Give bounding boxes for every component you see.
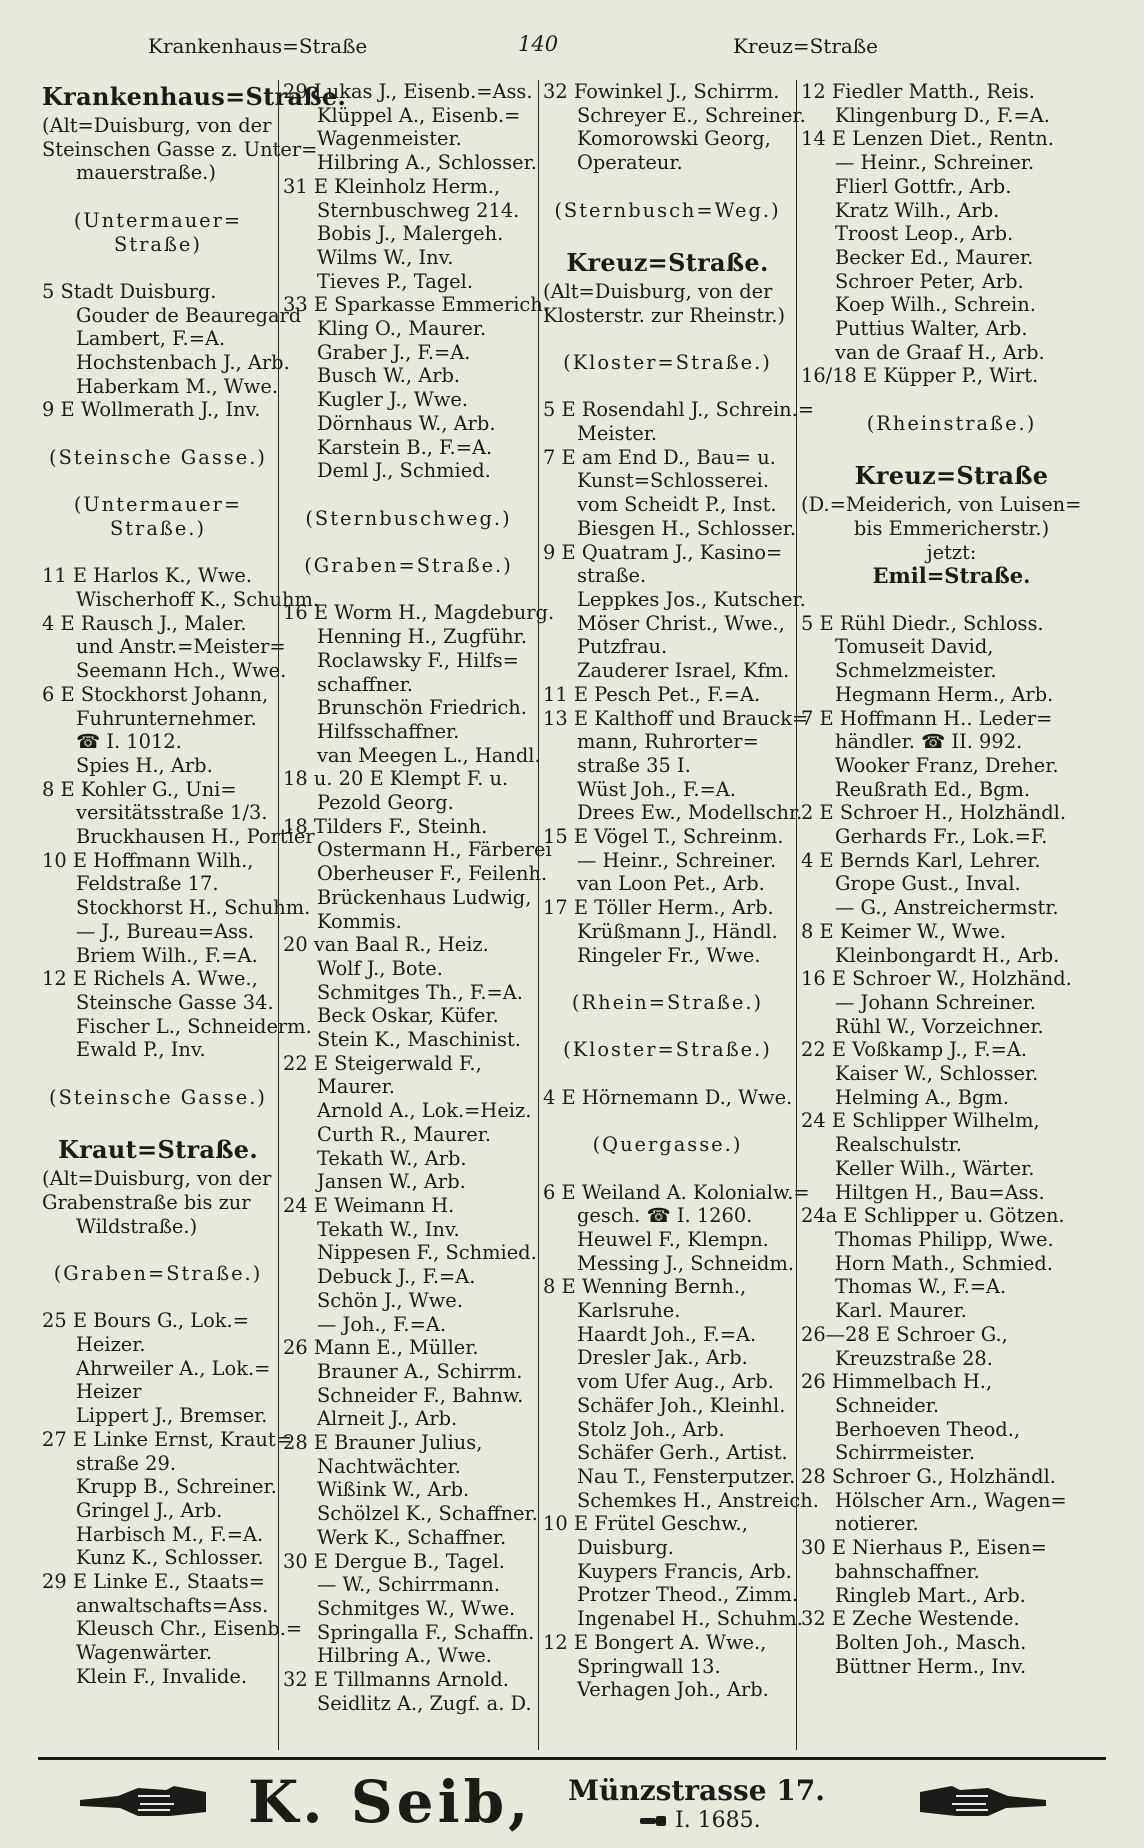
directory-line: Hilbring A., Schlosser. <box>317 151 537 175</box>
directory-line: 10 E Frütel Geschw., <box>543 1512 748 1536</box>
directory-line: Brückenhaus Ludwig, <box>317 885 532 909</box>
directory-line: Wilms W., Inv. <box>317 245 454 269</box>
directory-line: Sternbuschweg 214. <box>317 198 520 222</box>
directory-line: 24a E Schlipper u. Götzen. <box>801 1204 1065 1228</box>
directory-line: Kommis. <box>317 909 402 933</box>
directory-line: Grabenstraße bis zur <box>42 1190 251 1214</box>
directory-line: 14 E Lenzen Diet., Rentn. <box>801 127 1054 151</box>
directory-line: 10 E Hoffmann Wilh., <box>42 848 254 872</box>
directory-line: (Rheinstraße.) <box>866 411 1037 435</box>
directory-line <box>283 530 534 554</box>
directory-line: (Alt=Duisburg, von der <box>42 114 272 137</box>
directory-line: Gringel J., Arb. <box>76 1498 223 1522</box>
directory-line: 2 E Schroer H., Holzhändl. <box>801 801 1067 825</box>
directory-line: Beck Oskar, Küfer. <box>317 1004 499 1028</box>
directory-line: (Kloster=Straße.) <box>563 350 772 374</box>
directory-line: Ahrweiler A., Lok.= <box>76 1356 271 1380</box>
directory-line: 5 E Rühl Diedr., Schloss. <box>801 611 1044 635</box>
directory-line: Karl. Maurer. <box>835 1299 967 1323</box>
directory-line: Kunz K., Schlosser. <box>76 1546 264 1570</box>
directory-line: 24 E Weimann H. <box>283 1194 455 1217</box>
directory-line: 26 Himmelbach H., <box>801 1370 993 1394</box>
directory-line: 4 E Hörnemann D., Wwe. <box>543 1085 793 1109</box>
directory-line: Klüppel A., Eisenb.= <box>317 103 521 127</box>
directory-line: Helming A., Bgm. <box>835 1085 1009 1109</box>
directory-line: Büttner Herm., Inv. <box>835 1654 1027 1678</box>
directory-line: Stein K., Maschinist. <box>317 1028 521 1052</box>
directory-line: Schön J., Wwe. <box>317 1288 463 1312</box>
directory-line: händler. ☎ II. 992. <box>835 730 1023 754</box>
directory-line: 7 E am End D., Bau= u. <box>543 445 776 469</box>
directory-line: Pezold Georg. <box>317 791 454 815</box>
directory-line: Stockhorst H., Schuhm. <box>76 896 311 920</box>
directory-line: 25 E Bours G., Lok.= <box>42 1309 249 1333</box>
directory-line <box>283 578 534 602</box>
directory-line: 11 E Pesch Pet., F.=A. <box>543 682 761 706</box>
directory-line: 22 E Voßkamp J., F.=A. <box>801 1038 1028 1062</box>
directory-line: 16 E Worm H., Magdeburg. <box>283 601 555 625</box>
directory-line: 9 E Quatram J., Kasino= <box>543 540 783 564</box>
directory-line: Schirrmeister. <box>835 1441 975 1465</box>
directory-line: Tomuseit David, <box>835 635 994 659</box>
directory-line <box>42 470 274 494</box>
directory-line: 33 E Sparkasse Emmerich. <box>283 293 549 317</box>
directory-line <box>543 1109 792 1133</box>
header-right-street: Kreuz=Straße <box>733 34 878 58</box>
directory-line: Nau T., Fensterputzer. <box>577 1464 796 1488</box>
directory-line: Straße) <box>114 232 202 256</box>
directory-line: Hochstenbach J., Arb. <box>76 351 290 374</box>
directory-line: Kuypers Francis, Arb. <box>577 1559 792 1583</box>
directory-line: Debuck J., F.=A. <box>317 1265 476 1289</box>
directory-line: Schölzel K., Schaffner. <box>317 1502 538 1526</box>
directory-line: Briem Wilh., F.=A. <box>76 943 258 967</box>
street-heading: Kreuz=Straße. <box>566 247 769 277</box>
directory-line: gesch. ☎ I. 1260. <box>577 1204 753 1228</box>
directory-line: Horn Math., Schmied. <box>835 1251 1053 1275</box>
directory-line: Arnold A., Lok.=Heiz. <box>317 1099 532 1123</box>
directory-line: 12 Fiedler Matth., Reis. <box>801 80 1035 103</box>
directory-line: Seemann Hch., Wwe. <box>76 659 287 683</box>
directory-line: 15 E Vögel T., Schreinm. <box>543 825 784 849</box>
directory-line: Curth R., Maurer. <box>317 1122 492 1146</box>
directory-line: 6 E Weiland A. Kolonialw.= <box>543 1180 810 1204</box>
directory-line: Dörnhaus W., Arb. <box>317 411 496 435</box>
directory-line: Kling O., Maurer. <box>317 317 487 341</box>
directory-line <box>42 1109 274 1133</box>
directory-line: Hölscher Arn., Wagen= <box>835 1488 1067 1512</box>
directory-line: Straße.) <box>109 516 207 540</box>
directory-line <box>543 967 792 991</box>
directory-line: ☎ I. 1012. <box>76 730 182 754</box>
directory-line: Roclawsky F., Hilfs= <box>317 648 519 672</box>
directory-line: Kunst=Schlosserei. <box>577 469 770 493</box>
directory-line: Spies H., Arb. <box>76 753 213 777</box>
directory-line: van Meegen L., Handl. <box>317 743 541 767</box>
page-header <box>38 30 1108 68</box>
directory-line: vom Scheidt P., Inst. <box>577 493 777 517</box>
directory-line <box>801 388 1102 412</box>
directory-line <box>42 1286 274 1310</box>
directory-line: Grope Gust., Inval. <box>835 872 1021 896</box>
directory-line: Wolf J., Bote. <box>317 956 443 980</box>
directory-columns <box>38 80 1106 1750</box>
directory-line: Karstein B., F.=A. <box>317 435 493 459</box>
directory-line: Kleinbongardt H., Arb. <box>835 943 1060 967</box>
directory-line <box>42 256 274 280</box>
directory-line: 16 E Schroer W., Holzhänd. <box>801 967 1072 991</box>
directory-line: Kreuzstraße 28. <box>835 1346 993 1370</box>
directory-line: Möser Christ., Wwe., <box>577 611 785 635</box>
directory-line: jetzt: <box>926 540 977 564</box>
directory-line: Drees Ew., Modellschr. <box>577 801 803 825</box>
directory-line: Klingenburg D., F.=A. <box>835 103 1050 127</box>
directory-line: mann, Ruhrorter= <box>577 730 759 754</box>
advertiser-address: Münzstrasse 17. <box>568 1774 826 1807</box>
directory-line: Kugler J., Wwe. <box>317 388 468 412</box>
page-number: 140 <box>518 32 559 56</box>
directory-page <box>38 30 1108 1836</box>
directory-line: Steinschen Gasse z. Unter= <box>42 137 318 161</box>
directory-line: Nachtwächter. <box>317 1454 461 1478</box>
directory-line: 22 E Steigerwald F., <box>283 1051 482 1075</box>
directory-line: (Graben=Straße.) <box>304 554 513 578</box>
directory-line: Leppkes Jos., Kutscher. <box>577 588 806 611</box>
directory-line: schaffner. <box>317 672 413 696</box>
directory-line: (Untermauer= <box>73 493 243 517</box>
directory-line: Operateur. <box>577 151 683 175</box>
directory-line: 26 Mann E., Müller. <box>283 1336 479 1360</box>
directory-line: Kratz Wilh., Arb. <box>835 198 1000 222</box>
directory-line <box>42 1062 274 1086</box>
directory-line: Wißink W., Arb. <box>317 1478 470 1502</box>
street-heading: Kreuz=Straße <box>854 461 1049 491</box>
directory-line: Dresler Jak., Arb. <box>577 1346 748 1370</box>
directory-line: Schmitges Th., F.=A. <box>317 980 523 1004</box>
directory-line: Schroer Peter, Arb. <box>835 269 1024 293</box>
directory-line: 7 E Hoffmann H.. Leder= <box>801 706 1053 730</box>
directory-line: 32 E Tillmanns Arnold. <box>283 1668 509 1692</box>
directory-line <box>42 541 274 565</box>
directory-line: — Johann Schreiner. <box>835 990 1037 1014</box>
directory-line: Bolten Joh., Masch. <box>835 1630 1027 1654</box>
directory-line: Fischer L., Schneiderm. <box>76 1014 312 1038</box>
directory-line: Protzer Theod., Zimm. <box>577 1583 798 1607</box>
directory-line: Haberkam M., Wwe. <box>76 374 279 398</box>
directory-line: straße 29. <box>76 1451 177 1475</box>
directory-line: Wagenwärter. <box>76 1641 213 1665</box>
directory-line: anwaltschafts=Ass. <box>76 1593 269 1617</box>
directory-line: Heizer. <box>76 1333 146 1357</box>
directory-line: Ringleb Mart., Arb. <box>835 1583 1026 1607</box>
directory-line: Lambert, F.=A. <box>76 327 226 351</box>
directory-line: Tieves P., Tagel. <box>317 269 474 293</box>
directory-line: 12 E Richels A. Wwe., <box>42 967 258 991</box>
directory-line: Ostermann H., Färberei <box>317 838 552 862</box>
directory-line: notierer. <box>835 1512 919 1536</box>
directory-line: Gouder de Beauregard <box>76 303 302 327</box>
directory-line: Brunschön Friedrich. <box>317 696 527 720</box>
directory-line: straße. <box>577 564 647 588</box>
column-1 <box>38 80 347 1750</box>
directory-line: Lippert J., Bremser. <box>76 1404 268 1428</box>
directory-line: Seidlitz A., Zugf. a. D. <box>317 1691 532 1715</box>
directory-line: 31 E Kleinholz Herm., <box>283 174 501 198</box>
directory-line: Becker Ed., Maurer. <box>835 245 1034 269</box>
directory-line: Jansen W., Arb. <box>317 1170 466 1194</box>
directory-line: Hilfsschaffner. <box>317 719 460 743</box>
directory-line: Hiltgen H., Bau=Ass. <box>835 1180 1045 1204</box>
directory-line: Reußrath Ed., Bgm. <box>835 777 1031 801</box>
directory-line: 30 E Nierhaus P., Eisen= <box>801 1536 1047 1560</box>
directory-line: 5 Stadt Duisburg. <box>42 279 217 303</box>
directory-line: Schneider F., Bahnw. <box>317 1383 524 1407</box>
directory-line: Koep Wilh., Schrein. <box>835 293 1036 317</box>
directory-line: Zauderer Israel, Kfm. <box>577 659 790 683</box>
directory-line: (Rhein=Straße.) <box>571 990 764 1014</box>
directory-line: Verhagen Joh., Arb. <box>577 1678 769 1702</box>
directory-line: — Heinr., Schreiner. <box>577 848 777 872</box>
street-heading: Krankenhaus=Straße. <box>42 82 347 111</box>
directory-line <box>801 436 1102 460</box>
directory-line: Alrneit J., Arb. <box>317 1407 458 1431</box>
directory-line: Feldstraße 17. <box>76 872 219 896</box>
directory-line: bis Emmericherstr.) <box>853 516 1050 540</box>
directory-line: Duisburg. <box>577 1536 674 1560</box>
directory-line: Puttius Walter, Arb. <box>835 317 1028 341</box>
directory-line: Schmelzmeister. <box>835 659 997 683</box>
directory-line: 18 u. 20 E Klempt F. u. <box>283 767 509 791</box>
directory-line: Putzfrau. <box>577 635 668 659</box>
directory-line: (Graben=Straße.) <box>53 1261 263 1285</box>
directory-line: van de Graaf H., Arb. <box>835 340 1045 364</box>
directory-line: Heuwel F., Klempn. <box>577 1227 769 1251</box>
directory-line: 32 E Zeche Westende. <box>801 1607 1020 1631</box>
directory-line: Gerhards Fr., Lok.=F. <box>835 825 1048 849</box>
directory-line: Busch W., Arb. <box>317 364 461 388</box>
directory-line: Kaiser W., Schlosser. <box>835 1062 1039 1086</box>
directory-line <box>543 1062 792 1086</box>
directory-line: Bruckhausen H., Portier <box>76 825 315 849</box>
column-4 <box>796 80 1106 1750</box>
directory-line: — Heinr., Schreiner. <box>835 151 1035 175</box>
directory-line: Ewald P., Inv. <box>76 1038 206 1062</box>
directory-line: 8 E Wenning Bernh., <box>543 1275 747 1299</box>
directory-line: Messing J., Schneidm. <box>577 1251 795 1275</box>
footer-rule <box>38 1757 1106 1760</box>
directory-line: — Joh., F.=A. <box>317 1312 446 1336</box>
directory-line <box>42 185 274 209</box>
directory-line <box>543 1157 792 1181</box>
directory-line: vom Ufer Aug., Arb. <box>577 1370 774 1394</box>
directory-line: Komorowski Georg, <box>577 127 771 151</box>
directory-line: (Alt=Duisburg, von der <box>543 279 773 303</box>
directory-line: (D.=Meiderich, von Luisen= <box>801 493 1082 517</box>
directory-line <box>283 483 534 507</box>
directory-line: Maurer. <box>317 1075 395 1099</box>
directory-line: 4 E Bernds Karl, Lehrer. <box>801 848 1041 872</box>
directory-line <box>801 588 1102 612</box>
directory-line: Karlsruhe. <box>577 1299 681 1323</box>
directory-line: Ingenabel H., Schuhm. <box>577 1607 803 1631</box>
directory-line: 16/18 E Küpper P., Wirt. <box>801 364 1039 388</box>
directory-line: Wagenmeister. <box>317 127 462 151</box>
directory-line: Keller Wilh., Wärter. <box>835 1156 1035 1180</box>
directory-line <box>543 375 792 399</box>
directory-line: (Kloster=Straße.) <box>563 1038 772 1062</box>
directory-line: Haardt Joh., F.=A. <box>577 1322 757 1346</box>
directory-line: versitätsstraße 1/3. <box>76 801 268 825</box>
directory-line <box>543 175 792 199</box>
directory-line: Schmitges W., Wwe. <box>317 1596 516 1620</box>
directory-line: 18 Tilders F., Steinh. <box>283 814 488 838</box>
directory-line: 32 Fowinkel J., Schirrm. <box>543 80 780 103</box>
directory-line: Fuhrunternehmer. <box>76 706 257 730</box>
directory-line: (Sternbusch=Weg.) <box>554 198 781 222</box>
directory-line: 8 E Kohler G., Uni= <box>42 777 237 801</box>
directory-line: Hilbring A., Wwe. <box>317 1644 492 1668</box>
directory-line: Stolz Joh., Arb. <box>577 1417 725 1441</box>
directory-line: (Steinsche Gasse.) <box>49 445 267 469</box>
directory-line: Wüst Joh., F.=A. <box>577 777 736 801</box>
directory-line: Klein F., Invalide. <box>76 1664 248 1688</box>
directory-line: (Steinsche Gasse.) <box>49 1085 267 1109</box>
advertiser-telephone: I. 1685. <box>675 1808 761 1833</box>
directory-line: Nippesen F., Schmied. <box>317 1241 537 1265</box>
directory-line: 20 van Baal R., Heiz. <box>283 933 489 957</box>
directory-line: Springwall 13. <box>577 1654 721 1678</box>
directory-line: Realschulstr. <box>835 1133 962 1157</box>
directory-line: Steinsche Gasse 34. <box>76 990 274 1014</box>
directory-line: Hegmann Herm., Arb. <box>835 682 1054 706</box>
directory-line: Werk K., Schaffner. <box>317 1525 507 1549</box>
directory-line: Brauner A., Schirrm. <box>317 1359 523 1383</box>
directory-line: (Alt=Duisburg, von der <box>42 1167 272 1191</box>
directory-line: Rühl W., Vorzeichner. <box>835 1014 1044 1038</box>
directory-line: Kleusch Chr., Eisenb.= <box>76 1617 303 1641</box>
directory-line: straße 35 I. <box>577 753 691 777</box>
column-2 <box>278 80 555 1750</box>
directory-line: 28 E Brauner Julius, <box>283 1431 483 1455</box>
directory-line: Ringeler Fr., Wwe. <box>577 943 761 967</box>
telephone-icon <box>638 1814 668 1828</box>
advertisement <box>38 1768 1106 1836</box>
directory-line: — W., Schirrmann. <box>317 1573 501 1597</box>
directory-line: 12 E Bongert A. Wwe., <box>543 1630 767 1654</box>
directory-line: Troost Leop., Arb. <box>835 222 1014 246</box>
directory-line: Emil=Straße. <box>872 563 1031 589</box>
directory-line: Wooker Franz, Dreher. <box>835 753 1059 777</box>
directory-line: Henning H., Zugführ. <box>317 625 527 649</box>
directory-line: 13 E Kalthoff und Brauck= <box>543 706 809 730</box>
directory-line: Deml J., Schmied. <box>317 459 491 483</box>
directory-line: — J., Bureau=Ass. <box>76 919 255 943</box>
advertiser-name: K. Seib, <box>248 1768 533 1836</box>
directory-line: Thomas Philipp, Wwe. <box>835 1228 1054 1251</box>
directory-line: van Loon Pet., Arb. <box>577 872 765 896</box>
directory-line: 5 E Rosendahl J., Schrein.= <box>543 398 815 422</box>
directory-line: 11 E Harlos K., Wwe. <box>42 564 253 588</box>
directory-line: Oberheuser F., Feilenh. <box>317 862 548 886</box>
directory-line: Schreyer E., Schreiner. <box>577 103 806 127</box>
directory-line: Graber J., F.=A. <box>317 340 471 364</box>
directory-line: Meister. <box>577 422 658 446</box>
directory-line: Springalla F., Schaffn. <box>317 1620 535 1644</box>
directory-line: 8 E Keimer W., Wwe. <box>801 919 1006 943</box>
directory-line: 24 E Schlipper Wilhelm, <box>801 1109 1040 1133</box>
directory-line: 28 Schroer G., Holzhändl. <box>801 1465 1056 1489</box>
directory-line: 6 E Stockhorst Johann, <box>42 682 269 706</box>
directory-line: (Untermauer= <box>73 208 243 232</box>
column-3 <box>538 80 819 1750</box>
directory-line: mauerstraße.) <box>76 161 216 185</box>
pointing-hand-right-icon <box>918 1782 1048 1822</box>
directory-line: bahnschaffner. <box>835 1559 980 1583</box>
directory-line: (Sternbuschweg.) <box>305 506 512 530</box>
directory-line <box>543 327 792 351</box>
street-heading: Kraut=Straße. <box>57 1135 259 1165</box>
directory-line: Biesgen H., Schlosser. <box>577 516 797 540</box>
directory-line: Schäfer Joh., Kleinhl. <box>577 1393 786 1417</box>
directory-line: Thomas W., F.=A. <box>835 1275 1007 1299</box>
directory-line <box>543 222 792 246</box>
directory-line: Wildstraße.) <box>76 1214 198 1238</box>
directory-line: 26—28 E Schroer G., <box>801 1322 1008 1346</box>
directory-line: (Quergasse.) <box>592 1133 743 1157</box>
directory-line: Flierl Gottfr., Arb. <box>835 174 1012 198</box>
directory-line: Schneider. <box>835 1393 939 1417</box>
directory-line <box>543 1015 792 1039</box>
directory-line: Harbisch M., F.=A. <box>76 1522 264 1546</box>
directory-line: 27 E Linke Ernst, Kraut= <box>42 1427 292 1451</box>
directory-line: Tekath W., Arb. <box>317 1146 467 1170</box>
directory-line: Tekath W., Inv. <box>317 1217 460 1241</box>
directory-line: 9 E Wollmerath J., Inv. <box>42 398 261 422</box>
directory-line: Berhoeven Theod., <box>835 1417 1021 1441</box>
directory-line: Bobis J., Malergeh. <box>317 222 504 246</box>
advertiser-telephone-line <box>638 1808 761 1833</box>
directory-line: 29 E Linke E., Staats= <box>42 1570 265 1594</box>
directory-line: — G., Anstreichermstr. <box>835 896 1059 920</box>
directory-line: 29 Lukas J., Eisenb.=Ass. <box>283 80 533 103</box>
directory-line: 17 E Töller Herm., Arb. <box>543 896 774 920</box>
directory-line: und Anstr.=Meister= <box>76 635 286 659</box>
directory-line: Krupp B., Schreiner. <box>76 1475 277 1499</box>
directory-line: Krüßmann J., Händl. <box>577 919 778 943</box>
directory-line <box>42 422 274 446</box>
directory-line: Schemkes H., Anstreich. <box>577 1488 819 1512</box>
pointing-hand-left-icon <box>78 1782 208 1822</box>
directory-line: Klosterstr. zur Rheinstr.) <box>543 303 786 327</box>
directory-line: Heizer <box>76 1380 142 1404</box>
directory-line: Wischerhoff K., Schuhm. <box>76 587 320 611</box>
directory-line: 30 E Dergue B., Tagel. <box>283 1549 505 1573</box>
directory-line: 4 E Rausch J., Maler. <box>42 611 247 635</box>
directory-line <box>42 1238 274 1262</box>
directory-line: Schäfer Gerh., Artist. <box>577 1441 788 1465</box>
header-left-street: Krankenhaus=Straße <box>148 34 368 58</box>
